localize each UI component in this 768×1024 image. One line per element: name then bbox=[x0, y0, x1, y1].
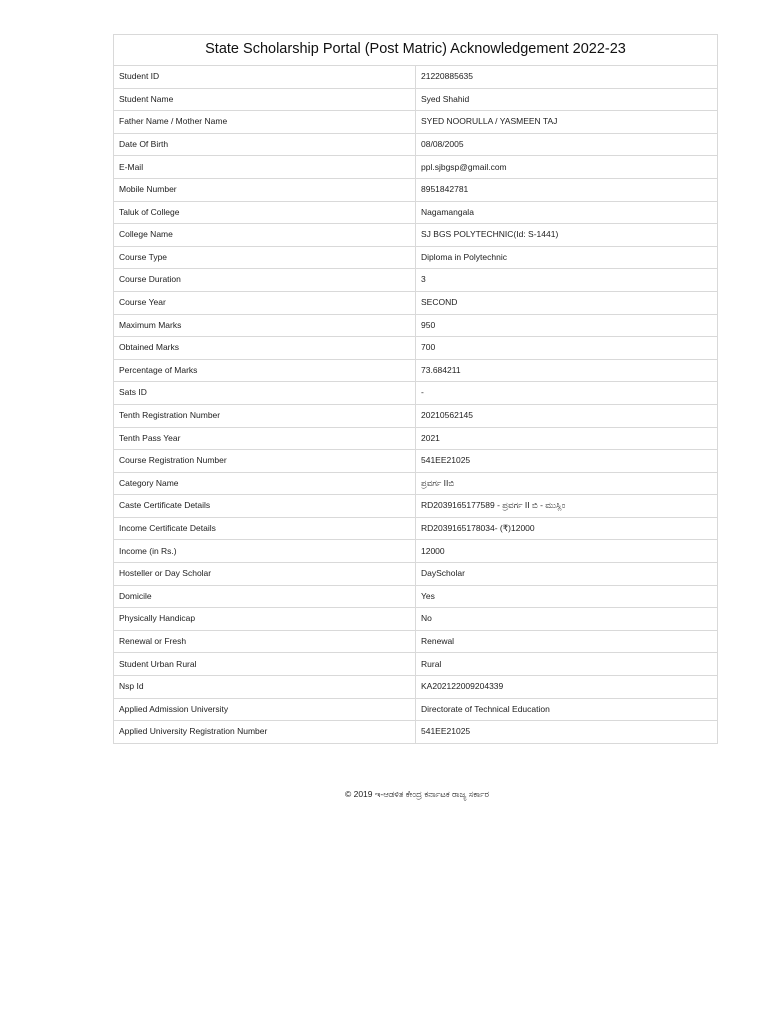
field-label: Father Name / Mother Name bbox=[114, 111, 416, 134]
table-row bbox=[114, 359, 718, 382]
field-label: Category Name bbox=[114, 472, 416, 495]
field-value: Renewal bbox=[416, 630, 718, 653]
table-row bbox=[114, 201, 718, 224]
table-row bbox=[114, 111, 718, 134]
field-label: Course Year bbox=[114, 291, 416, 314]
field-value: RD2039165177589 - ಪ್ರವರ್ಗ II ಬಿ - ಮುಸ್ಲಿಂ bbox=[416, 495, 718, 518]
field-label: Hosteller or Day Scholar bbox=[114, 563, 416, 586]
field-value: SJ BGS POLYTECHNIC(Id: S-1441) bbox=[416, 224, 718, 247]
field-value: Diploma in Polytechnic bbox=[416, 246, 718, 269]
field-label: Date Of Birth bbox=[114, 133, 416, 156]
field-value: ಪ್ರವರ್ಗ IIಬಿ bbox=[416, 472, 718, 495]
field-label: Taluk of College bbox=[114, 201, 416, 224]
field-label: Course Registration Number bbox=[114, 450, 416, 473]
field-label: Applied Admission University bbox=[114, 698, 416, 721]
table-row bbox=[114, 472, 718, 495]
field-value: 12000 bbox=[416, 540, 718, 563]
field-value: 950 bbox=[416, 314, 718, 337]
field-value: DayScholar bbox=[416, 563, 718, 586]
table-row bbox=[114, 427, 718, 450]
field-value: No bbox=[416, 608, 718, 631]
table-row bbox=[114, 224, 718, 247]
field-value: Directorate of Technical Education bbox=[416, 698, 718, 721]
title-row bbox=[114, 35, 718, 66]
field-value: SECOND bbox=[416, 291, 718, 314]
table-row bbox=[114, 66, 718, 89]
field-value: 20210562145 bbox=[416, 404, 718, 427]
field-label: Course Type bbox=[114, 246, 416, 269]
field-value: RD2039165178034- (₹)12000 bbox=[416, 517, 718, 540]
table-row bbox=[114, 676, 718, 699]
footer-copyright: © 2019 ಇ-ಆಡಳಿತ ಕೇಂದ್ರ ಕರ್ನಾಟಕ ರಾಜ್ಯ ಸರ್ಕಾರ bbox=[344, 789, 490, 799]
field-value: 3 bbox=[416, 269, 718, 292]
field-label: Maximum Marks bbox=[114, 314, 416, 337]
field-label: Domicile bbox=[114, 585, 416, 608]
field-value: 08/08/2005 bbox=[416, 133, 718, 156]
acknowledgement-table bbox=[113, 34, 718, 744]
field-label: Tenth Registration Number bbox=[114, 404, 416, 427]
table-row bbox=[114, 450, 718, 473]
table-row bbox=[114, 698, 718, 721]
field-label: Sats ID bbox=[114, 382, 416, 405]
field-value: 73.684211 bbox=[416, 359, 718, 382]
field-label: Student ID bbox=[114, 66, 416, 89]
field-value: Rural bbox=[416, 653, 718, 676]
table-row bbox=[114, 314, 718, 337]
table-row bbox=[114, 721, 718, 744]
field-label: Caste Certificate Details bbox=[114, 495, 416, 518]
table-row bbox=[114, 178, 718, 201]
table-row bbox=[114, 563, 718, 586]
field-value: 2021 bbox=[416, 427, 718, 450]
field-value: Nagamangala bbox=[416, 201, 718, 224]
field-value: 700 bbox=[416, 337, 718, 360]
field-value: Yes bbox=[416, 585, 718, 608]
table-row bbox=[114, 495, 718, 518]
table-row bbox=[114, 608, 718, 631]
field-value: ppl.sjbgsp@gmail.com bbox=[416, 156, 718, 179]
table-row bbox=[114, 291, 718, 314]
field-label: Applied University Registration Number bbox=[114, 721, 416, 744]
table-row bbox=[114, 133, 718, 156]
field-label: Mobile Number bbox=[114, 178, 416, 201]
field-label: E-Mail bbox=[114, 156, 416, 179]
table-row bbox=[114, 404, 718, 427]
field-value: 541EE21025 bbox=[416, 450, 718, 473]
table-row bbox=[114, 517, 718, 540]
field-value: SYED NOORULLA / YASMEEN TAJ bbox=[416, 111, 718, 134]
field-value: Syed Shahid bbox=[416, 88, 718, 111]
field-value: 8951842781 bbox=[416, 178, 718, 201]
field-label: Student Name bbox=[114, 88, 416, 111]
field-value: 541EE21025 bbox=[416, 721, 718, 744]
table-row bbox=[114, 337, 718, 360]
field-label: Tenth Pass Year bbox=[114, 427, 416, 450]
field-label: Student Urban Rural bbox=[114, 653, 416, 676]
field-label: College Name bbox=[114, 224, 416, 247]
table-row bbox=[114, 156, 718, 179]
field-value: - bbox=[416, 382, 718, 405]
acknowledgement-rows bbox=[114, 66, 718, 744]
table-row bbox=[114, 382, 718, 405]
table-row bbox=[114, 540, 718, 563]
field-label: Nsp Id bbox=[114, 676, 416, 699]
field-label: Course Duration bbox=[114, 269, 416, 292]
field-value: KA202122009204339 bbox=[416, 676, 718, 699]
field-label: Income Certificate Details bbox=[114, 517, 416, 540]
table-row bbox=[114, 246, 718, 269]
field-label: Physically Handicap bbox=[114, 608, 416, 631]
table-row bbox=[114, 585, 718, 608]
table-row bbox=[114, 269, 718, 292]
table-row bbox=[114, 630, 718, 653]
field-label: Obtained Marks bbox=[114, 337, 416, 360]
table-row bbox=[114, 653, 718, 676]
field-label: Percentage of Marks bbox=[114, 359, 416, 382]
field-label: Renewal or Fresh bbox=[114, 630, 416, 653]
field-label: Income (in Rs.) bbox=[114, 540, 416, 563]
field-value: 21220885635 bbox=[416, 66, 718, 89]
table-row bbox=[114, 88, 718, 111]
acknowledgement-title: State Scholarship Portal (Post Matric) Acknowledgement 2022-23 bbox=[114, 35, 718, 66]
